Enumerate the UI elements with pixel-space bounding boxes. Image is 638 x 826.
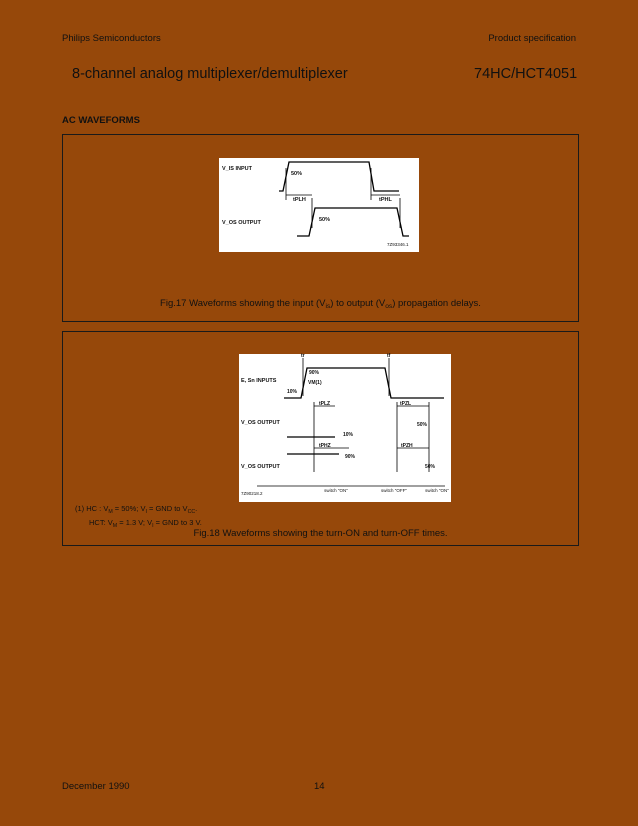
fig18-vm-label: VM(1) — [308, 380, 322, 386]
fig18-50a-label: 50% — [417, 422, 428, 428]
part-number: 74HC/HCT4051 — [474, 66, 578, 82]
fig18-tf-label: tf — [387, 353, 391, 359]
header-company: Philips Semiconductors — [62, 33, 161, 44]
fig18-switch-on-1: switch "ON" — [324, 488, 348, 493]
footer-date: December 1990 — [62, 781, 130, 792]
fig18-inputs-label: E, Sn INPUTS — [241, 378, 277, 384]
header-doc-type: Product specification — [488, 33, 576, 44]
fig18-note-line-2: HCT: $V_M = 1.3$ V; $V_I$ = GND to 3 V. — [89, 517, 202, 529]
fig18-90-in-label: 90% — [309, 370, 320, 376]
fig17-code-label: 7Z93346.1 — [387, 242, 409, 247]
fig18-code-label: 7Z90218.2 — [241, 491, 263, 496]
fig18-switch-off: switch "OFF" — [381, 488, 407, 493]
fig18-tpzh-label: tPZH — [401, 443, 413, 449]
fig18-vos2-label: V_OS OUTPUT — [241, 464, 280, 470]
fig17-vis-input-label: V_IS INPUT — [222, 166, 252, 172]
doc-title: 8-channel analog multiplexer/demultiplexer — [72, 66, 348, 82]
fig18-caption: Fig.18 Waveforms showing the turn-ON and turn-OFF times. — [193, 528, 448, 539]
fig18-50b-label: 50% — [425, 464, 436, 470]
fig18-10-out-label: 10% — [343, 432, 354, 438]
fig18-90-out-label: 90% — [345, 454, 356, 460]
fig17-50-out-label: 50% — [319, 217, 331, 223]
fig18-tr-label: tr — [301, 353, 305, 359]
fig17-tplh-label: tPLH — [293, 197, 306, 203]
fig17-50-in-label: 50% — [291, 171, 303, 177]
footer-page-number: 14 — [314, 781, 325, 792]
fig18-tphz-label: tPHZ — [319, 443, 331, 449]
fig18-note-line-1: (1) HC : $V_M = 50\%$; $V_I$ = GND to $V_{CC}$. — [75, 504, 198, 515]
fig18-10-in-label: 10% — [287, 389, 298, 395]
fig17-vos-output-label: V_OS OUTPUT — [222, 220, 261, 226]
fig18-tplz-label: tPLZ — [319, 401, 331, 407]
fig17-waveform — [219, 158, 419, 252]
section-heading: AC WAVEFORMS — [62, 115, 140, 126]
fig18-frame — [62, 331, 579, 546]
fig17-frame — [62, 134, 579, 322]
fig18-note — [75, 504, 202, 531]
fig17-tphl-label: tPHL — [379, 197, 392, 203]
fig18-waveform — [239, 354, 451, 502]
fig18-vos1-label: V_OS OUTPUT — [241, 420, 280, 426]
fig17-output-trace — [297, 208, 409, 236]
fig18-switch-on-2: switch "ON" — [425, 488, 449, 493]
fig18-tpzl-label: tPZL — [400, 401, 412, 407]
fig17-caption: Fig.17 Waveforms showing the input $(V_{is})$ to output $(V_{os})$ propagation delays. — [160, 298, 481, 310]
